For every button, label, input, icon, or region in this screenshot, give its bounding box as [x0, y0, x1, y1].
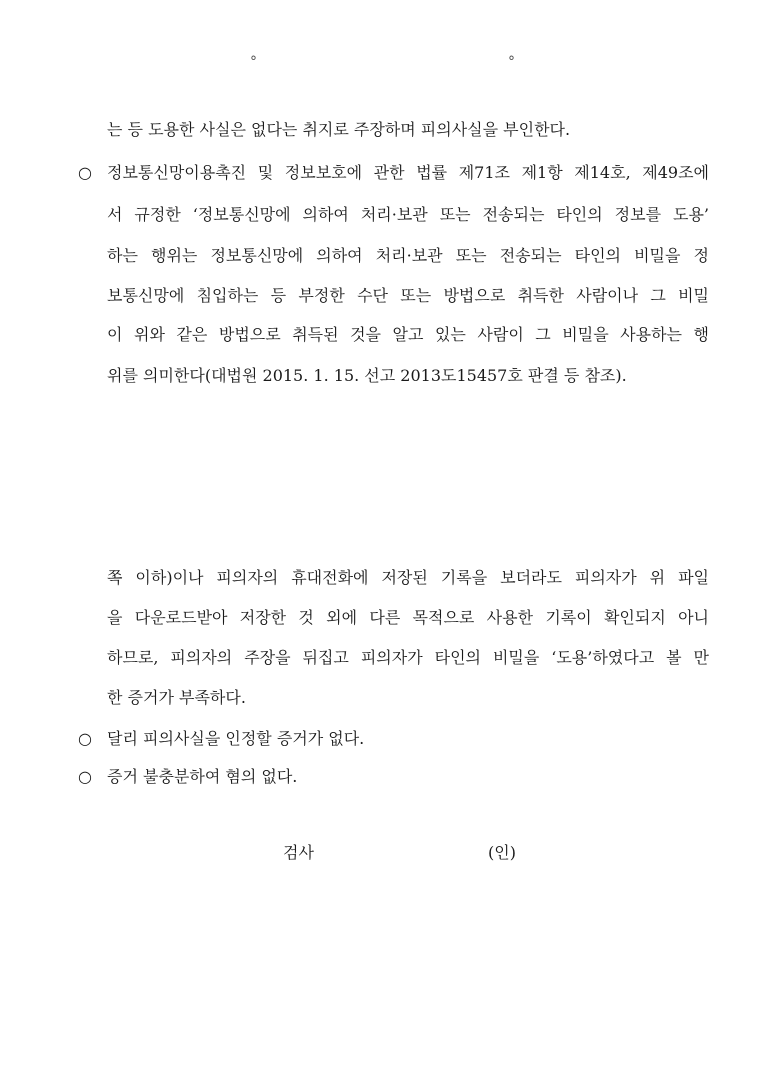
paragraph3-line: 을 다운로드받아 저장한 것 외에 다른 목적으로 사용한 기록이 확인되지 아니: [107, 608, 709, 627]
bullet-circle-icon: ○: [78, 729, 92, 748]
paragraph2-line: 보통신망에 침입하는 등 부정한 수단 또는 방법으로 취득한 사람이나 그 비밀: [107, 286, 709, 305]
bullet-circle-icon: ○: [78, 767, 92, 786]
bullet-circle-icon: ○: [78, 163, 92, 182]
paragraph2-line: 이 위와 같은 방법으로 취득된 것을 알고 있는 사람이 그 비밀을 사용하는 행: [107, 325, 709, 344]
paragraph2-line: 서 규정한 ‘정보통신망에 의하여 처리·보관 또는 전송되는 타인의 정보를 도용’: [107, 205, 709, 224]
paragraph3-line: 하므로, 피의자의 주장을 뒤집고 피의자가 타인의 비밀을 ‘도용’하였다고 볼 만: [107, 648, 709, 667]
conclusion-line: 증거 불충분하여 혐의 없다.: [107, 767, 298, 786]
header-mark-left: °: [250, 54, 257, 70]
paragraph3-line: 쪽 이하)이나 피의자의 휴대전화에 저장된 기록을 보더라도 피의자가 위 파일: [107, 568, 709, 587]
signature-label: 검사: [283, 843, 314, 862]
paragraph3-line: 한 증거가 부족하다.: [107, 688, 246, 707]
conclusion-line: 달리 피의사실을 인정할 증거가 없다.: [107, 729, 365, 748]
signature-seal: (인): [488, 843, 516, 862]
paragraph2-line: 정보통신망이용촉진 및 정보보호에 관한 법률 제71조 제1항 제14호, 제49조에: [107, 163, 709, 182]
paragraph2-line: 위를 의미한다(대법원 2015. 1. 15. 선고 2013도15457호 판결 등 참조).: [107, 366, 627, 385]
paragraph2-line: 하는 행위는 정보통신망에 의하여 처리·보관 또는 전송되는 타인의 비밀을 정: [107, 246, 709, 265]
paragraph1-line: 는 등 도용한 사실은 없다는 취지로 주장하며 피의사실을 부인한다.: [107, 120, 571, 139]
header-mark-right: °: [508, 54, 515, 70]
